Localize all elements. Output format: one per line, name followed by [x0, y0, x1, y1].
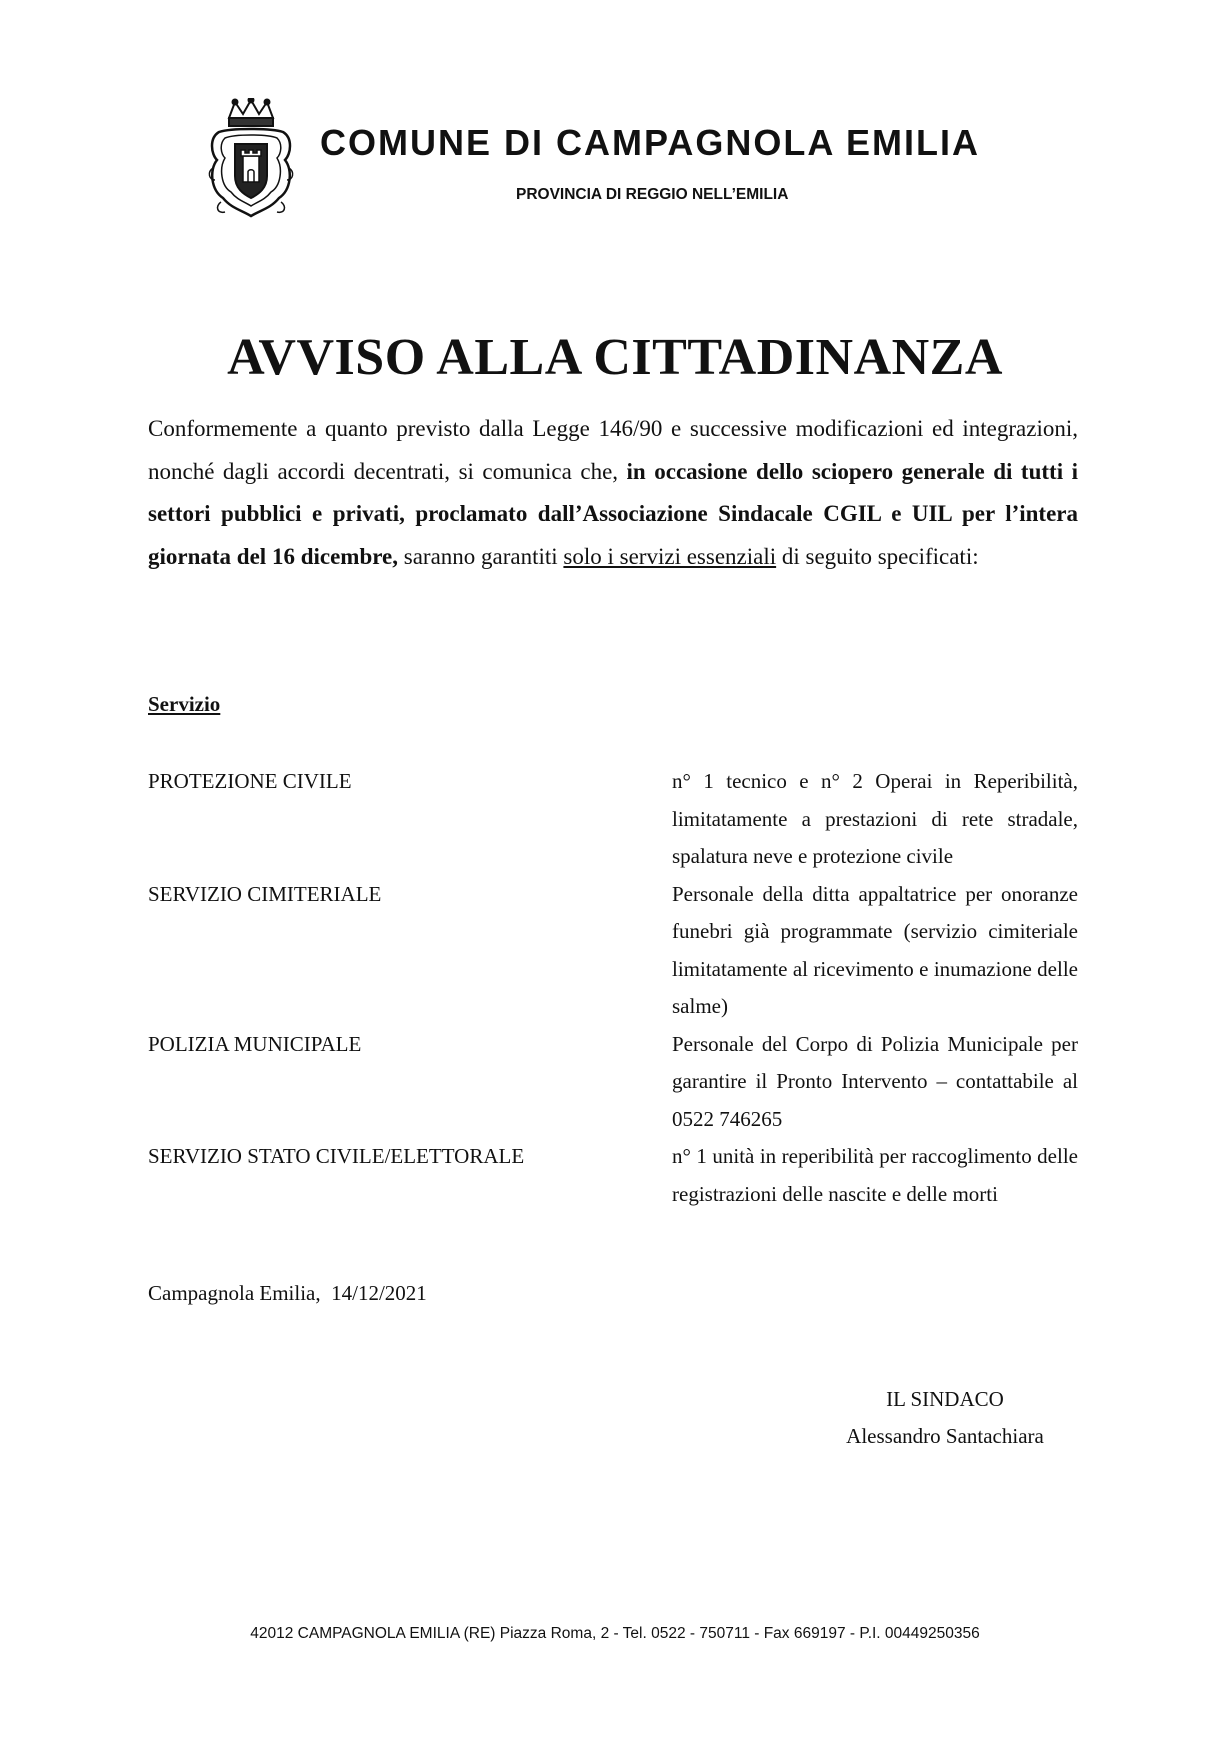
intro-text-2: saranno garantiti [398, 543, 564, 569]
intro-text-1: Conformemente a quanto previsto dalla Legge 146/90 e successive modificazioni ed integrazioni, nonché dagli accordi decentrati, si comunica che, [148, 416, 1078, 484]
service-row [148, 876, 1078, 1026]
signer-role: IL SINDACO [886, 1387, 1004, 1411]
intro-paragraph [148, 408, 1078, 578]
service-detail: n° 1 tecnico e n° 2 Operai in Reperibilità, limitatamente a prestazioni di rete stradale, spalatura neve e protezione civile [672, 769, 1078, 868]
services-list [148, 763, 1078, 1213]
intro-text-3: di seguito specificati: [776, 543, 979, 569]
service-name: SERVIZIO CIMITERIALE [148, 881, 382, 906]
municipal-crest-icon [205, 98, 297, 220]
service-row [148, 1026, 1078, 1139]
service-name: SERVIZIO STATO CIVILE/ELETTORALE [148, 1144, 525, 1168]
service-row [148, 1138, 1078, 1213]
signature-block [820, 1381, 1070, 1455]
service-detail: Personale della ditta appaltatrice per onoranze funebri già programmate (servizio cimiteriale limitatamente al ricevimento e inumazione delle salme) [672, 881, 1078, 1018]
place-and-date: Campagnola Emilia, 14/12/2021 [148, 1281, 427, 1305]
service-row [148, 763, 1078, 876]
intro-bold-text: in occasione dello sciopero generale di tutti i settori pubblici e privati, proclamato dall’Associazione Sindacale CGIL e UIL per l’intera giornata del 16 dicembre, [148, 458, 1078, 569]
municipality-name: COMUNE DI CAMPAGNOLA EMILIA [320, 122, 980, 163]
signer-name: Alessandro Santachiara [846, 1424, 1044, 1448]
province-name: PROVINCIA DI REGGIO NELL’EMILIA [516, 186, 789, 203]
footer-address: 42012 CAMPAGNOLA EMILIA (RE) Piazza Roma, 2 - Tel. 0522 - 750711 - Fax 669197 - P.I. 00449250356 [250, 1625, 980, 1642]
service-detail: Personale del Corpo di Polizia Municipale per garantire il Pronto Intervento – contattabile al 0522 746265 [672, 1031, 1078, 1131]
notice-title: AVVISO ALLA CITTADINANZA [227, 329, 1003, 386]
service-name: PROTEZIONE CIVILE [148, 769, 352, 793]
service-detail: n° 1 unità in reperibilità per raccoglimento delle registrazioni delle nascite e delle morti [672, 1144, 1078, 1206]
service-heading: Servizio [148, 692, 221, 716]
service-name: POLIZIA MUNICIPALE [148, 1031, 362, 1056]
intro-underlined-text: solo i servizi essenziali [563, 543, 777, 569]
